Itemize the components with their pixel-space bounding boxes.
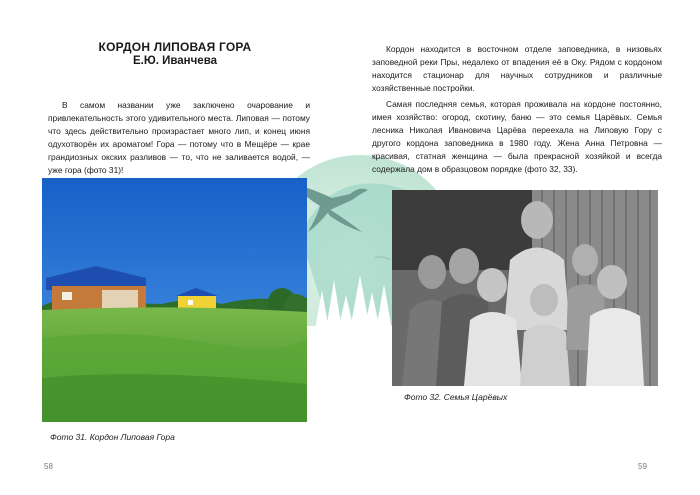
right-paragraph-2: Самая последняя семья, которая проживала на кордоне постоянно, имея хозяйство: огород, скотину, баню — это семья Царёвых. Семья лесника Николая Ивановича Царёва переехала на Липовую Гору с другого кордона заповедника в 1980 году. Жена Анна Петровна — красивая, статная женщина — была прекрасной хозяйкой и всегда содержала дом в образцовом порядке (фото 32, 33).: [372, 99, 662, 174]
photo-32-family: [392, 190, 658, 386]
article-title: КОРДОН ЛИПОВАЯ ГОРА: [98, 40, 252, 54]
article-author: Е.Ю. Иванчева: [132, 55, 218, 67]
photo-32-caption: Фото 32. Семья Царёвых: [404, 392, 508, 402]
page-number-right: 59: [638, 462, 647, 471]
left-paragraph-1: В самом названии уже заключено очарование и привлекательность этого удивительного места. Липовая — потому что здесь действительно произрастает много лип, и конец июня одухотворён их ароматом! Гора — потому что в Мещёре — крае грандиозных окских разливов — то, что не заливается водой, — уже гора (фото 31)!: [48, 100, 310, 175]
page-number-left: 58: [44, 462, 53, 471]
right-paragraph-1: Кордон находится в восточном отделе заповедника, в низовьях заповедной реки Пры, недалеко от впадения её в Оку. Рядом с кордоном находится стационар для научных сотрудников и различные хозяйственные постройки.: [372, 44, 662, 93]
photo-31-caption: Фото 31. Кордон Липовая Гора: [50, 432, 175, 442]
